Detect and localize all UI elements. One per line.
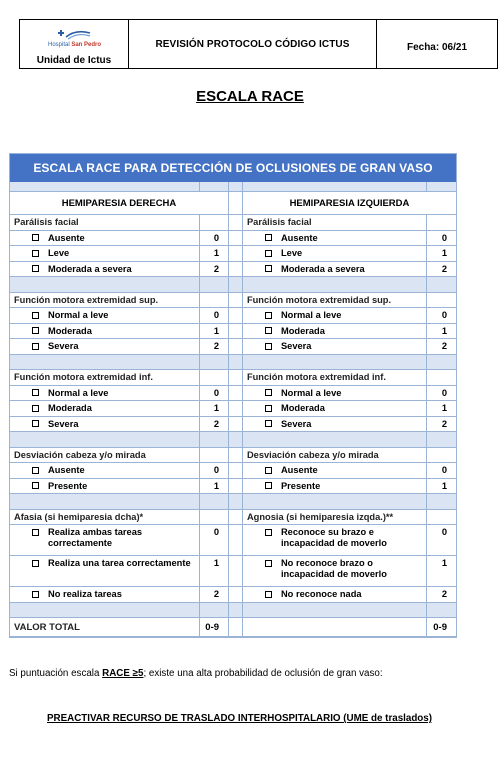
document-date: Fecha: 06/21 [406, 41, 468, 53]
option-label: Normal a leve [48, 310, 109, 321]
option-item[interactable] [10, 587, 200, 603]
option-label: Leve [48, 248, 70, 259]
score-value: 2 [200, 417, 229, 433]
score-value: 0 [200, 386, 229, 402]
checkbox-icon[interactable] [32, 420, 39, 427]
option-item[interactable] [243, 556, 427, 587]
option-item[interactable] [243, 525, 427, 556]
option-label: Presente [280, 480, 321, 491]
checkbox-icon[interactable] [32, 591, 39, 598]
table-row [10, 401, 456, 417]
option-item[interactable] [10, 262, 200, 278]
option-item[interactable] [243, 231, 427, 247]
section-header-row [10, 510, 456, 526]
table-row [10, 308, 456, 324]
option-item[interactable] [10, 324, 200, 340]
option-label: Reconoce su brazo e incapacidad de moverlo [280, 527, 387, 548]
option-label: Realiza ambas tareas correctamente [48, 527, 143, 548]
section-title-right: Función motora extremidad sup. [243, 293, 427, 309]
option-label: Ausente [280, 465, 318, 476]
option-item[interactable] [243, 463, 427, 479]
option-item[interactable] [10, 401, 200, 417]
checkbox-icon[interactable] [265, 250, 272, 257]
option-item[interactable] [243, 339, 427, 355]
option-label: Moderada [280, 325, 325, 336]
table-row [10, 262, 456, 278]
checkbox-icon[interactable] [32, 529, 39, 536]
option-label: Moderada [48, 403, 92, 414]
checkbox-icon[interactable] [265, 343, 272, 350]
table-row [10, 463, 456, 479]
table-row [10, 339, 456, 355]
table-row [10, 246, 456, 262]
option-item[interactable] [10, 339, 200, 355]
section-title-left: Desviación cabeza y/o mirada [10, 448, 200, 464]
option-item[interactable] [10, 479, 200, 495]
section-title-right: Parálisis facial [243, 215, 427, 231]
checkbox-icon[interactable] [32, 389, 39, 396]
option-label: Realiza una tarea correctamente [48, 558, 191, 568]
checkbox-icon[interactable] [32, 265, 39, 272]
checkbox-icon[interactable] [265, 265, 272, 272]
table-row [10, 525, 456, 556]
option-label: Leve [280, 248, 303, 259]
spacer-row [10, 603, 456, 619]
score-value: 1 [200, 401, 229, 417]
checkbox-icon[interactable] [265, 529, 272, 536]
logo-text: Hospital San Pedro [48, 42, 102, 48]
option-item[interactable] [10, 463, 200, 479]
score-value: 0 [200, 525, 229, 556]
score-value: 1 [427, 246, 456, 262]
checkbox-icon[interactable] [32, 405, 39, 412]
section-header-row [10, 215, 456, 231]
option-item[interactable] [10, 386, 200, 402]
table-row [10, 556, 456, 587]
option-item[interactable] [243, 386, 427, 402]
checkbox-icon[interactable] [32, 234, 39, 241]
option-label: Severa [48, 341, 79, 352]
unit-name: Unidad de Ictus [36, 55, 112, 66]
option-label: Moderada a severa [280, 263, 365, 274]
option-item[interactable] [10, 308, 200, 324]
page-title: ESCALA RACE [196, 88, 304, 105]
score-value: 2 [427, 587, 456, 603]
table-row [10, 587, 456, 603]
total-left-range: 0-9 [200, 618, 229, 637]
option-label: Severa [280, 418, 312, 429]
table-row [10, 386, 456, 402]
spacer-row [10, 355, 456, 371]
table-title: ESCALA RACE PARA DETECCIÓN DE OCLUSIONES DE GRAN VASO [10, 154, 456, 182]
option-label: Moderada a severa [48, 263, 132, 274]
option-label: Ausente [48, 465, 85, 476]
option-item[interactable] [243, 262, 427, 278]
total-right-range: 0-9 [427, 618, 456, 637]
option-label: No reconoce nada [280, 589, 362, 600]
action-instruction: PREACTIVAR RECURSO DE TRASLADO INTERHOSPITALARIO (UME de traslados) [47, 713, 433, 724]
column-header-row [10, 192, 456, 215]
score-value: 1 [427, 479, 456, 495]
checkbox-icon[interactable] [265, 482, 272, 489]
section-title-left: Función motora extremidad inf. [10, 370, 200, 386]
race-scale-table [9, 153, 457, 638]
document-header [19, 19, 498, 69]
score-value: 0 [200, 231, 229, 247]
score-value: 1 [427, 324, 456, 340]
score-value: 0 [200, 463, 229, 479]
checkbox-icon[interactable] [265, 312, 272, 319]
checkbox-icon[interactable] [265, 467, 272, 474]
option-item[interactable] [10, 246, 200, 262]
checkbox-icon[interactable] [265, 327, 272, 334]
checkbox-icon[interactable] [265, 234, 272, 241]
spacer-row [10, 494, 456, 510]
option-item[interactable] [243, 401, 427, 417]
spacer-row [10, 432, 456, 448]
checkbox-icon[interactable] [32, 327, 39, 334]
option-label: Ausente [280, 232, 318, 243]
score-value: 0 [427, 463, 456, 479]
score-value: 2 [427, 417, 456, 433]
table-row [10, 417, 456, 433]
checkbox-icon[interactable] [32, 482, 39, 489]
option-label: No realiza tareas [48, 589, 122, 600]
option-item[interactable] [243, 246, 427, 262]
total-label: VALOR TOTAL [10, 618, 200, 637]
section-title-left: Parálisis facial [10, 215, 200, 231]
score-value: 1 [200, 246, 229, 262]
option-label: Severa [280, 341, 312, 352]
checkbox-icon[interactable] [32, 312, 39, 319]
option-label: Normal a leve [280, 310, 342, 321]
total-row [10, 618, 456, 637]
option-item[interactable] [243, 479, 427, 495]
section-title-right: Agnosia (si hemiparesia izqda.)** [243, 510, 427, 526]
option-item[interactable] [243, 324, 427, 340]
section-title-right: Desviación cabeza y/o mirada [243, 448, 427, 464]
option-item[interactable] [10, 556, 200, 587]
option-label: Moderada [48, 325, 92, 336]
left-column-header: HEMIPARESIA DERECHA [10, 192, 229, 215]
section-title-right: Función motora extremidad inf. [243, 370, 427, 386]
section-header-row [10, 370, 456, 386]
option-label: Ausente [48, 232, 85, 243]
logo-cell [20, 20, 129, 68]
score-value: 0 [427, 525, 456, 556]
threshold-note: Si puntuación escala RACE ≥5; existe una alta probabilidad de oclusión de gran vaso: [9, 668, 383, 679]
score-value: 2 [200, 339, 229, 355]
hospital-logo-icon [56, 29, 92, 41]
option-label: Normal a leve [48, 387, 109, 398]
score-value: 2 [427, 339, 456, 355]
section-header-row [10, 293, 456, 309]
spacer-row [10, 277, 456, 293]
checkbox-icon[interactable] [265, 560, 272, 567]
checkbox-icon[interactable] [265, 389, 272, 396]
option-label: No reconoce brazo o incapacidad de moverlo [280, 558, 387, 579]
score-value: 1 [200, 324, 229, 340]
score-value: 1 [200, 556, 229, 587]
score-value: 2 [200, 587, 229, 603]
section-title-left: Afasia (si hemiparesia dcha)* [10, 510, 200, 526]
score-value: 0 [427, 231, 456, 247]
checkbox-icon[interactable] [32, 343, 39, 350]
checkbox-icon[interactable] [265, 405, 272, 412]
section-title-left: Función motora extremidad sup. [10, 293, 200, 309]
checkbox-icon[interactable] [32, 467, 39, 474]
table-row [10, 231, 456, 247]
table-row [10, 479, 456, 495]
protocol-title: REVISIÓN PROTOCOLO CÓDIGO ICTUS [129, 20, 377, 68]
option-item[interactable] [10, 417, 200, 433]
score-value: 1 [200, 479, 229, 495]
checkbox-icon[interactable] [32, 250, 39, 257]
option-item[interactable] [243, 417, 427, 433]
score-value: 0 [427, 308, 456, 324]
checkbox-icon[interactable] [265, 591, 272, 598]
option-label: Normal a leve [280, 387, 342, 398]
score-value: 0 [427, 386, 456, 402]
spacer-row [10, 182, 456, 192]
score-value: 0 [200, 308, 229, 324]
table-row [10, 324, 456, 340]
right-column-header: HEMIPARESIA IZQUIERDA [243, 192, 456, 215]
option-item[interactable] [243, 308, 427, 324]
option-label: Presente [48, 480, 88, 491]
score-value: 1 [427, 556, 456, 587]
score-value: 2 [427, 262, 456, 278]
checkbox-icon[interactable] [32, 560, 39, 567]
checkbox-icon[interactable] [265, 420, 272, 427]
option-label: Severa [48, 418, 79, 429]
section-header-row [10, 448, 456, 464]
option-item[interactable] [10, 231, 200, 247]
option-item[interactable] [10, 525, 200, 556]
option-item[interactable] [243, 587, 427, 603]
option-label: Moderada [280, 403, 325, 414]
score-value: 1 [427, 401, 456, 417]
score-value: 2 [200, 262, 229, 278]
